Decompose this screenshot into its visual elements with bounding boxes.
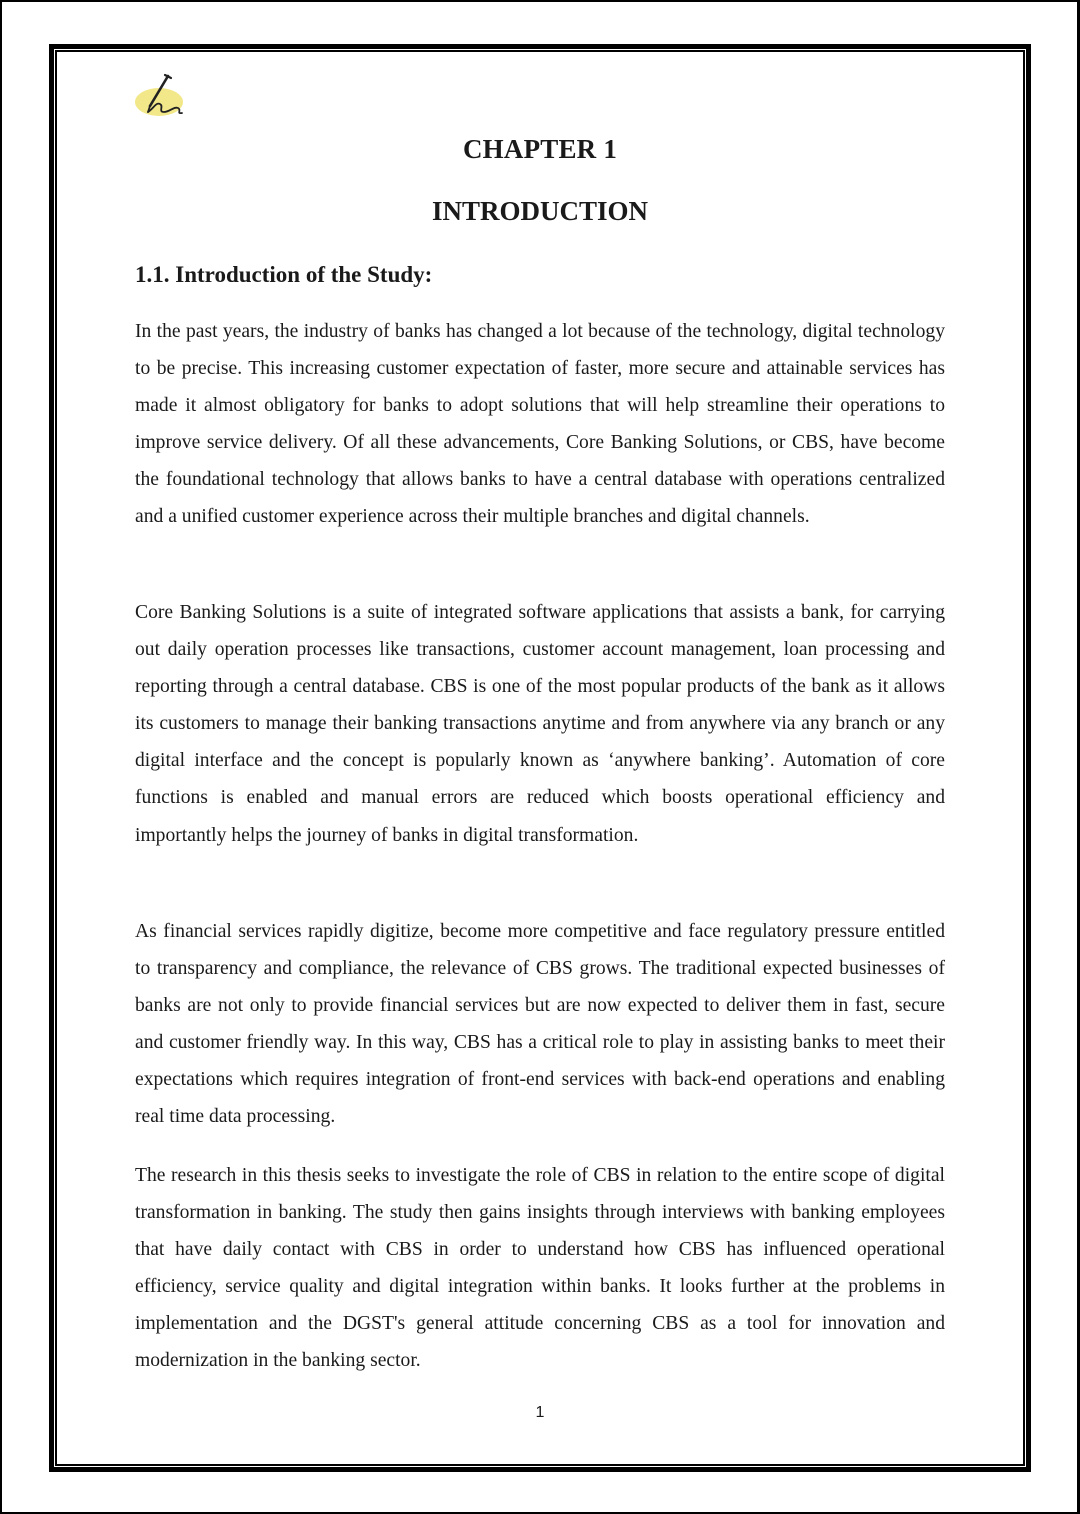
paragraph-2: Core Banking Solutions is a suite of integrated software applications that assists a bank, for carrying out daily operation processes like transactions, customer account management, loan processing and reporting through a central database. CBS is one of the most popular products of the bank as it allows its customers to manage their banking transactions anytime and from anywhere via any branch or any digital interface and the concept is popularly known as ‘anywhere banking’. Automation of core functions is enabled and manual errors are reduced which boosts operational efficiency and importantly helps the journey of banks in digital transformation.: [135, 602, 945, 846]
pen-writing-icon: [134, 72, 190, 120]
paragraph-1: In the past years, the industry of banks has changed a lot because of the technology, digital technology to be precise. This increasing customer expectation of faster, more secure and attainable services has made it almost obligatory for banks to adopt solutions that will help streamline their operations to improve service delivery. Of all these advancements, Core Banking Solutions, or CBS, have become the foundational technology that allows banks to have a central database with operations centralized and a unified customer experience across their multiple branches and digital channels.: [135, 321, 945, 528]
paragraph-3: As financial services rapidly digitize, become more competitive and face regulatory pressure entitled to transparency and compliance, the relevance of CBS grows. The traditional expected businesses of banks are not only to provide financial services but are now expected to deliver them in fast, secure and customer friendly way. In this way, CBS has a critical role to play in assisting banks to meet their expectations which requires integration of front-end services with back-end operations and enabling real time data processing.: [135, 921, 945, 1128]
section-heading: 1.1. Introduction of the Study:: [135, 262, 433, 287]
chapter-label: CHAPTER 1: [462, 134, 618, 164]
page-number: 1: [535, 1404, 545, 1421]
chapter-title: INTRODUCTION: [431, 196, 649, 226]
paragraph-4: The research in this thesis seeks to investigate the role of CBS in relation to the entire scope of digital transformation in banking. The study then gains insights through interviews with banking employees that have daily contact with CBS in order to understand how CBS has influenced operational efficiency, service quality and digital integration within banks. It looks further at the problems in implementation and the DGST's general attitude concerning CBS as a tool for innovation and modernization in the banking sector.: [135, 1165, 945, 1372]
